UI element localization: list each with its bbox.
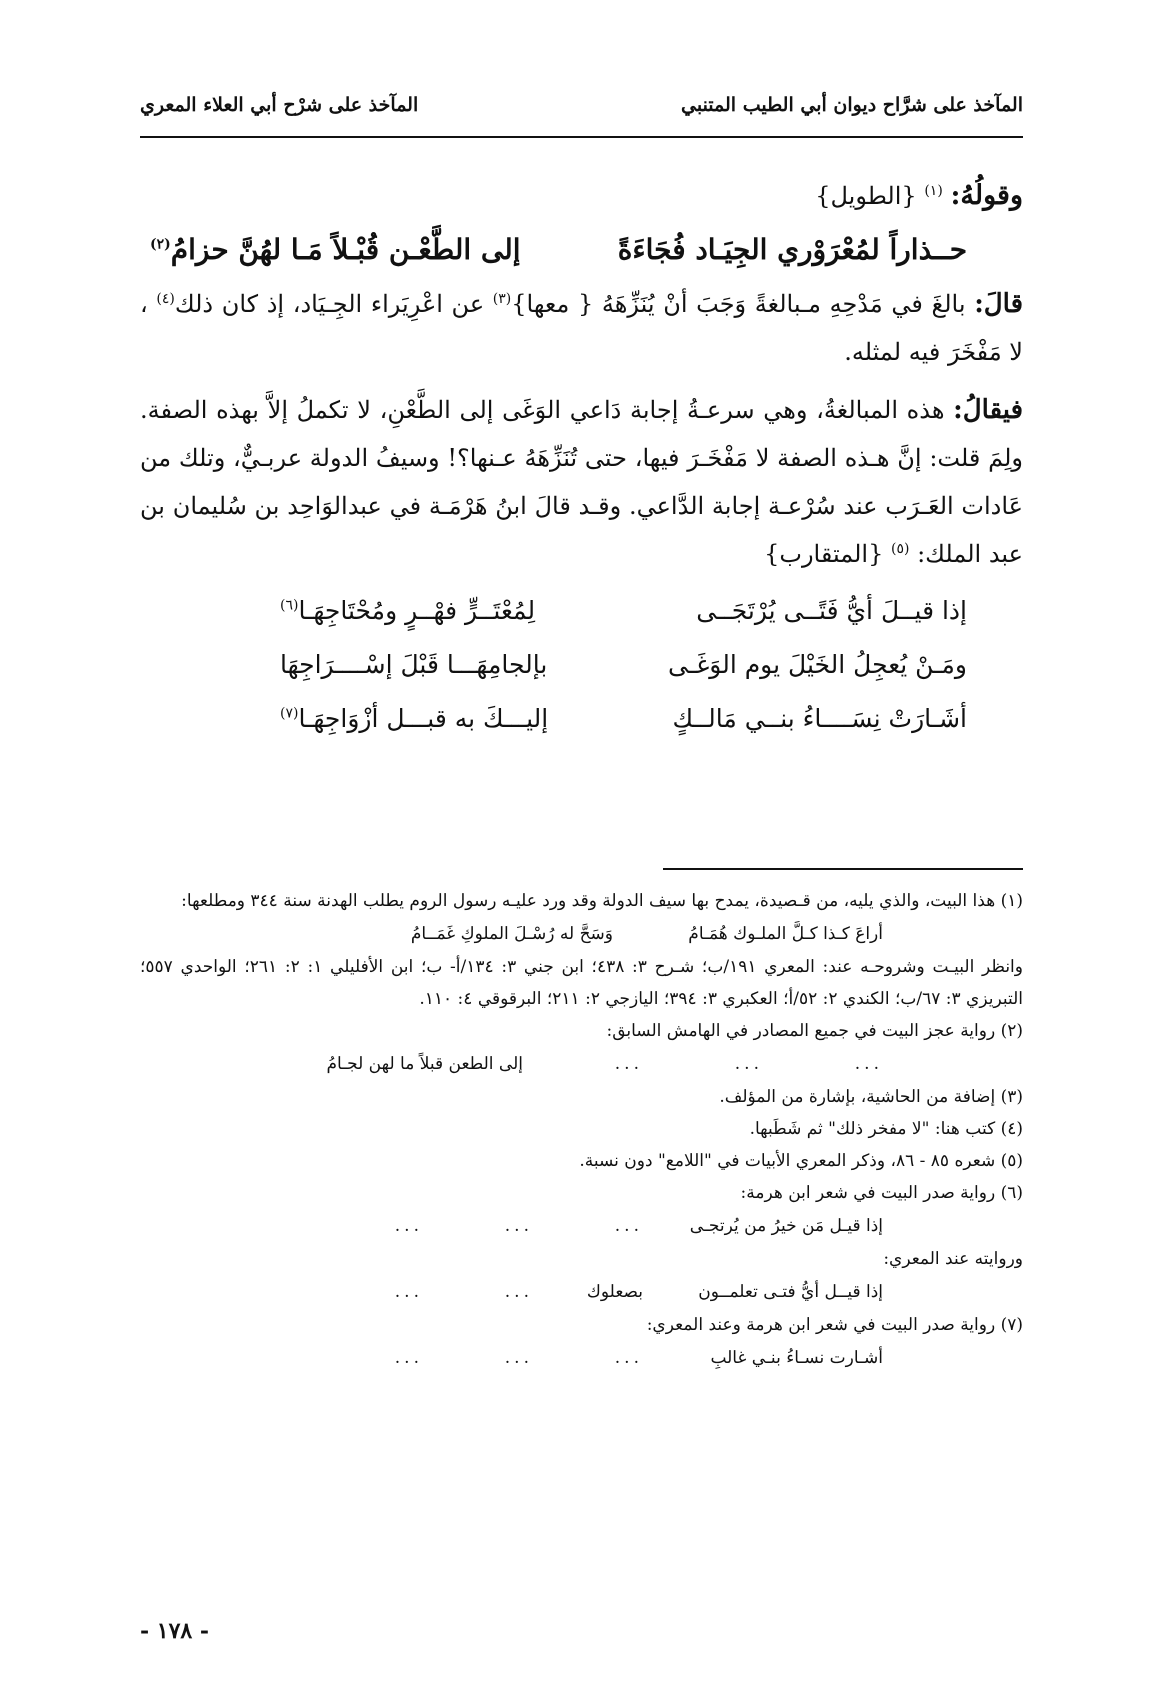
footnote-6: (٦) رواية صدر البيت في شعر ابن هرمة: [740,1183,1023,1203]
footnote-1: (١) هذا البيت، والذي يليه، من قـصيدة، يمدح بها سيف الدولة وقد ورد عليـه رسول الروم يطلب الهدنة سنة ٣٤٤ ومطلعها: [181,891,1023,911]
poem-second-half [280,692,548,746]
page-number: - ١٧٨ - [140,1618,210,1644]
footnote-1-refs: وانظر البيـت وشروحـه عند: المعري ١٩١/ب؛ شـرح ٣: ٤٣٨؛ ابن جني ٣: ١٣٤/أ- ب؛ ابن الأفليلي ١: ٢: ٢٦١؛ الواحدي ٥٥٧؛ التبريزي ٣: ٦٧/ب؛ الكندي ٢: ٥٢/أ؛ العكبري ٣: ٣٩٤؛ اليازجي ٢: ٢١١؛ البرقوقي ٤: ١١٠. [140,957,1023,1009]
ellipsis: ... [854,1054,883,1074]
ellipsis: ... [504,1216,533,1236]
ellipsis: ... [614,1348,643,1368]
footnote-verse-first: أشـارت نسـاءُ بنـي غالبِ [710,1348,883,1368]
running-header [140,84,1023,138]
footnote-ref-1: (١) [924,183,943,199]
footnote-separator [663,868,1023,870]
poem-first-half: أشَـارَتْ نِسَــــاءُ بنــي مَالــكٍ [672,704,967,733]
ellipsis: ... [504,1282,533,1302]
paragraph-fa-yuqal [140,386,1023,578]
ellipsis: ... [504,1348,533,1368]
verse-main [140,230,1023,270]
footnote-ref-7: (٧) [280,705,299,722]
poem-line [140,638,1023,692]
ellipsis: ... [394,1282,423,1302]
footnote-3: (٣) إضافة من الحاشية، بإشارة من المؤلف. [719,1087,1023,1107]
footnote-verse [140,1275,1023,1309]
poem-second-text: إليـــكَ به قبـــل أزْوَاجِهَـا [298,704,549,733]
main-text [140,180,1023,746]
header-title-left: المآخذ على شرْح أبي العلاء المعري [140,94,419,116]
ellipsis: ... [734,1054,763,1074]
footnote-verse [140,1209,1023,1243]
header-title-right: المآخذ على شرَّاح ديوان أبي الطيب المتنبي [681,94,1023,116]
poem-first-half: إذا قيــلَ أيُّ فَتًــى يُرْتَجَــى [696,596,967,625]
para-text: عن اعْرِيَراء الجِـيَاد، إذ كان ذلك [174,290,493,318]
ellipsis: ... [394,1216,423,1236]
poem [140,584,1023,746]
meter-name: {الطويل} [815,182,917,210]
verse-hemistich-first: حــذاراً لمُعْرَوْري الجِيَـاد فُجَاءَةً [617,233,967,266]
footnote-ref-5: (٥) [890,541,910,557]
para-text: بالغَ في مَدْحِهِ مـبالغةً وَجَبَ أنْ يُنَزِّهَهُ { معها} [511,290,975,318]
footnote-5: (٥) شعره ٨٥ - ٨٦، وذكر المعري الأبيات في "اللامع" دون نسبة. [579,1151,1023,1171]
verse-second-text: إلى الطَّعْـن قُبْـلاً مَـا لهُنَّ حزامُ [170,233,521,266]
footnotes [140,885,1023,1375]
poem-line [140,692,1023,746]
footnote-ref-4: (٤) [156,291,175,307]
footnote-7: (٧) رواية صدر البيت في شعر ابن هرمة وعند المعري: [646,1315,1023,1335]
footnote-ref-3: (٣) [492,291,512,307]
poem-second-half [280,584,535,638]
poem-line [140,584,1023,638]
para-text: هذه المبالغةُ، وهي سرعـةُ إجابة دَاعي الوَغَى إلى الطَّعْنِ، لا تكملُ إلاَّ بهذه الصفة. ولِمَ قلت: إنَّ هـذه الصفة لا مَفْخَـرَ فيها، حتى تُنَزِّهَهُ عـنها؟! وسيفُ الدولة عربـيٌّ، وتلك من عَادات العَـرَب عند سُرْعـة إجابة الدَّاعي. وقـد قالَ ابنُ هَرْمَـة في عبدالوَاحِد بن سُليمان بن عبد الملك: [140,396,1023,568]
footnote-ref-6: (٦) [280,597,299,614]
footnote-verse-second: إلى الطعن قبلاً ما لهن لجـامُ [326,1054,523,1074]
poem-second-half: بإلجامِهَـــا قَبْلَ إسْــــرَاجِهَا [280,650,548,679]
footnote-verse [140,1047,1023,1081]
intro-line [140,180,1023,212]
para-text: ، لا مَفْخَرَ فيه لمثله. [140,290,1023,366]
footnote-4: (٤) كتب هنا: "لا مفخر ذلك" ثم شَطَبها. [749,1119,1023,1139]
footnote-6b: وروايته عند المعري: [883,1249,1023,1269]
footnote-verse-word: بصعلوك [586,1282,643,1302]
ellipsis: ... [614,1216,643,1236]
ellipsis: ... [394,1348,423,1368]
footnote-ref-2: (٢) [150,236,171,253]
footnote-2: (٢) رواية عجز البيت في جميع المصادر في الهامش السابق: [606,1021,1023,1041]
footnote-verse-first: أراعَ كـذا كـلَّ الملـوك هُمَـامُ [688,924,883,944]
footnote-verse [140,1341,1023,1375]
para-label: فيقالُ: [953,395,1023,425]
meter-name: {المتقارب} [764,540,891,568]
ellipsis: ... [614,1054,643,1074]
poem-first-half: ومَـنْ يُعجِلُ الخَيْلَ يوم الوَغَـى [668,650,967,679]
verse-hemistich-second [150,230,521,270]
footnote-verse-second: وَسَحَّ له رُسْـلَ الملوكِ غَمَــامُ [410,924,613,944]
footnote-verse [140,917,1023,951]
paragraph-qala [140,280,1023,376]
para-label: قالَ: [974,289,1024,319]
intro-label: وقولُهُ: [950,180,1023,211]
footnote-verse-first: إذا قيـل مَن خيرُ من يُرتجـى [689,1216,883,1236]
footnote-verse-first: إذا قيــل أيُّ فتـى تعلمــون [698,1282,883,1302]
poem-second-text: لِمُعْتَــرٍّ فهْــرٍ ومُحْتَاجِهَـا [298,596,536,625]
